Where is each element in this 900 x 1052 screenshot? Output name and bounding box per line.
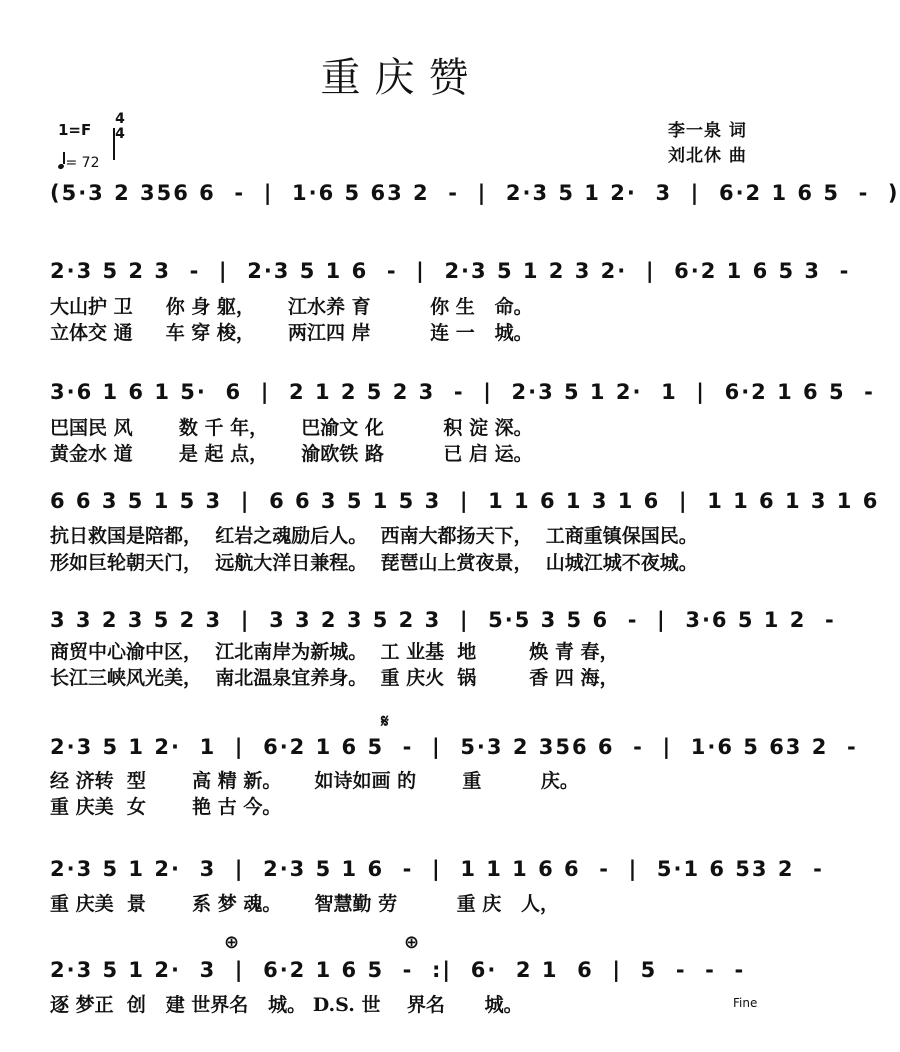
lyric-verse-1: 大山护 卫 你 身 躯， 江水养 育 你 生 命。 xyxy=(50,296,533,318)
music-notation: 2·3 5 1 2· 1 | 6·2 1 6 5 - | 5·3 2 356 6 - | 1·6 5 63 2 - xyxy=(50,735,858,759)
music-notation: (5·3 2 356 6 - | 1·6 5 63 2 - | 2·3 5 1 2· 3 | 6·2 1 6 5 - ) xyxy=(50,181,900,205)
lyric-verse-1: 巴国民 风 数 千 年， 巴渝文 化 积 淀 深。 xyxy=(50,417,533,439)
lyric-verse-2: 形如巨轮朝天门， 远航大洋日兼程。 琵琶山上赏夜景， 山城江城不夜城。 xyxy=(50,552,698,574)
lyric-verse-2: 长江三峡风光美， 南北温泉宜养身。 重 庆火 锅 香 四 海， xyxy=(50,667,619,689)
lyric-verse-2: 立体交 通 车 穿 梭， 两江四 岸 连 一 城。 xyxy=(50,322,533,344)
music-notation: 2·3 5 2 3 - | 2·3 5 1 6 - | 2·3 5 1 2 3 2· | 6·2 1 6 5 3 - xyxy=(50,259,851,283)
lyricist-credit: 李一泉 词 xyxy=(668,121,747,141)
music-notation: 2·3 5 1 2· 3 | 2·3 5 1 6 - | 1 1 1 6 6 - | 5·1 6 53 2 - xyxy=(50,857,824,881)
lyric-verse-1: 重 庆美 景 系 梦 魂。 智慧勤 劳 重 庆 人， xyxy=(50,893,560,915)
lyric-verse-1: 经 济转 型 高 精 新。 如诗如画 的 重 庆。 xyxy=(50,770,579,792)
fine-marking: Fine xyxy=(733,996,758,1010)
lyric-verse-2: 重 庆美 女 艳 古 今。 xyxy=(50,796,282,818)
tempo-value: = 72 xyxy=(65,155,100,171)
music-notation: 6 6 3 5 1 5 3 | 6 6 3 5 1 5 3 | 1 1 6 1 3 1 6 | 1 1 6 1 3 1 6 xyxy=(50,489,880,513)
time-signature-divider xyxy=(113,128,115,160)
tempo-marking xyxy=(58,155,100,171)
lyric-verse-1: 逐 梦正 创 建 世界名 城。 D.S. 世 界名 城。 xyxy=(50,994,523,1016)
time-signature xyxy=(113,112,127,142)
coda-sign: ⊕ xyxy=(224,932,240,953)
coda-sign: ⊕ xyxy=(404,932,420,953)
music-notation: 2·3 5 1 2· 3 | 6·2 1 6 5 - :| 6· 2 1 6 | 5 - - - xyxy=(50,958,746,982)
lyric-verse-1: 抗日救国是陪都， 红岩之魂励后人。 西南大都扬天下， 工商重镇保国民。 xyxy=(50,525,698,547)
time-signature-top: 4 xyxy=(115,111,125,127)
note-stem xyxy=(63,152,65,164)
key-signature: 1=F xyxy=(58,121,92,139)
quarter-note-icon xyxy=(57,163,64,170)
lyric-verse-2: 黄金水 道 是 起 点， 渝欧铁 路 已 启 运。 xyxy=(50,443,533,465)
page-title: 重庆赞 xyxy=(320,55,483,101)
music-notation: 3·6 1 6 1 5· 6 | 2 1 2 5 2 3 - | 2·3 5 1 2· 1 | 6·2 1 6 5 - xyxy=(50,380,875,404)
time-signature-bottom: 4 xyxy=(115,126,125,142)
lyric-verse-1: 商贸中心渝中区， 江北南岸为新城。 工 业基 地 焕 青 春， xyxy=(50,641,619,663)
music-notation: 3 3 2 3 5 2 3 | 3 3 2 3 5 2 3 | 5·5 3 5 6 - | 3·6 5 1 2 - xyxy=(50,608,836,632)
composer-credit: 刘北休 曲 xyxy=(668,146,747,166)
segno-sign: 𝄋 xyxy=(381,711,389,732)
